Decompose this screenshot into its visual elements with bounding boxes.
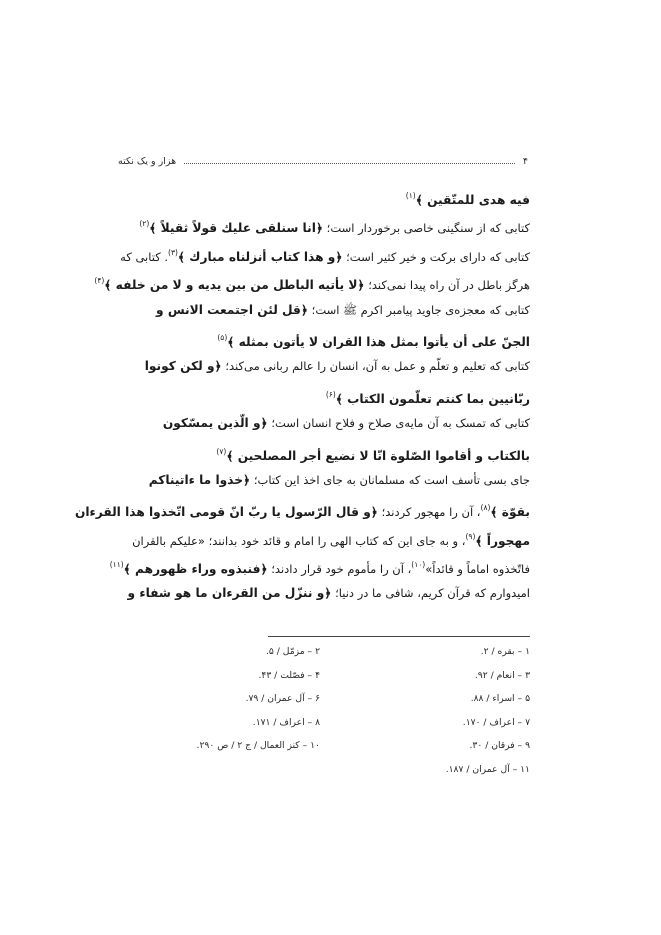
quran-quote: ﴿انا سنلقی علیك قولاً ثقیلاً ﴾ [149,221,324,236]
text-line [118,579,530,607]
footnote-ref: (۲) [139,219,150,229]
text-span: ، و به جای این که کتاب الهی را امام و قائد خود بدانند؛ «علیکم بالقران [132,533,466,548]
footnote-item: ۶ – آل عمران / ۷۹. [245,693,320,705]
footnote-ref: (۱۱) [109,560,124,570]
footnote-item: ۳ – انعام / ۹۲. [474,669,530,681]
quran-quote: الجنّ علی أن یأتوا بمثل هذا القران لا یأتون بمثله ﴾ [227,334,530,349]
footnote-ref: (۸) [480,503,491,513]
footnotes [118,640,530,782]
quran-quote: ربّانیین بما کنتم تعلّمون الکتاب ﴾ [335,391,530,406]
quran-quote: بقوّة ﴾ [490,505,530,520]
footnote-ref: (۴) [94,276,105,286]
footnote-row [118,734,530,758]
footnote-item: ۴ – فصّلت / ۴۳. [258,669,320,681]
header-leader-dots [184,163,515,164]
quran-quote: ﴿و الّذین یمسّکون [162,416,268,431]
text-line [118,523,530,551]
footnote-ref: (۳) [168,247,178,257]
quran-quote: ﴿لا یأتیه الباطل من بین یدیه و لا من خلفه ﴾ [104,278,365,293]
footnote-item: ۲ – مزمّل / ۵. [265,646,320,657]
book-title: هزار و یک نکته [118,155,177,167]
footnote-row [118,758,530,782]
text-span: امیدوارم که قرآن کریم، شافی ما در دنیا؛ [331,586,530,601]
footnote-item: ۵ – اسراء / ۸۸. [470,693,530,705]
text-line [109,551,530,579]
text-line [118,409,530,437]
footnote-item: ۱ – بقره / ۲. [480,646,530,657]
footnote-ref: (۷) [216,446,227,456]
footnote-ref: (۵) [217,332,228,342]
text-span: کتابی که از سنگینی خاصی برخوردار است؛ [323,221,530,236]
text-span: کتابی که تعلیم و تعلّم و عمل به آن، انسان را عالم ربانی می‌کند؛ [221,359,530,374]
text-line [118,239,530,267]
footnote-row [118,687,530,711]
text-span: کتابی که دارای برکت و خیر کثیر است؛ [342,249,530,264]
text-line [118,210,530,238]
quran-quote: ﴿و ننزّل من القرءان ما هو شفاء و [127,586,332,601]
running-header [118,152,528,170]
text-line [118,352,530,380]
quran-quote: ﴿فنبذوه وراء ظهورهم ﴾ [123,562,268,577]
text-span: کتابی که معجزه‌ی جاوید پیامبر اکرم ﷺ است؛ [308,302,530,317]
text-line [118,381,530,409]
footnote-ref: (۶) [325,389,336,399]
footnote-row [118,640,530,664]
quran-quote: ﴿و هذا کتاب أنزلناه مبارك ﴾ [177,249,343,264]
text-line [118,438,530,466]
footnote-item: ۷ – اعراف / ۱۷۰. [462,716,530,728]
text-span: هرگز باطل در آن راه پیدا نمی‌کند؛ [364,278,530,293]
footnote-item: ۹ – فرقان / ۳۰. [469,740,530,752]
text-line [118,296,530,324]
text-line [118,466,530,494]
text-span: ، آن را مأموم خود قرار دادند؛ [267,562,412,577]
footnote-row [118,711,530,735]
text-span: کتابی که تمسک به آن مایه‌ی صلاح و فلاح انسان است؛ [267,416,530,431]
footnote-separator [268,636,530,637]
footnote-ref: (۹) [465,531,476,541]
text-line [118,182,530,210]
body-text [74,182,530,608]
text-span: جای بسی تأسف است که مسلمانان به جای اخذ این کتاب؛ [250,472,530,487]
footnote-ref: (۱۰) [411,560,426,570]
footnote-row [118,664,530,688]
quran-quote: مهجوراً ﴾ [475,533,530,548]
text-span: فاتّخذوه اماماً و قائداً» [425,562,530,577]
text-line [74,494,530,522]
quran-quote: ﴿و لکن کونوا [144,359,222,374]
quran-quote: ﴿و قال الرّسول یا ربّ انّ قومی اتّخذوا هذا القرءان [74,505,378,520]
footnote-item [120,758,320,782]
footnote-ref: (۱) [405,191,416,200]
text-line [118,324,530,352]
text-span: . کتابی که [120,249,168,264]
footnote-item: ۱۱ – آل عمران / ۱۸۷. [445,763,530,775]
text-line [94,267,530,295]
footnote-item: ۱۰ – کنز العمال / ج ۲ / ص ۲۹۰. [196,740,320,752]
quran-quote: فیه هدی للمتّقین ﴾ [415,193,530,207]
quran-quote: بالکتاب و أقاموا الصّلوة انّا لا نضیع أجر المصلحین ﴾ [226,448,530,463]
text-span: ، آن را مهجور کردند؛ [377,505,481,520]
quran-quote: ﴿قل لئن اجتمعت الانس و [156,302,309,317]
footnote-item: ۸ – اعراف / ۱۷۱. [252,716,320,728]
page-number: ۴ [522,155,528,167]
quran-quote: ﴿خذوا ما ءاتیناکم [148,472,251,487]
